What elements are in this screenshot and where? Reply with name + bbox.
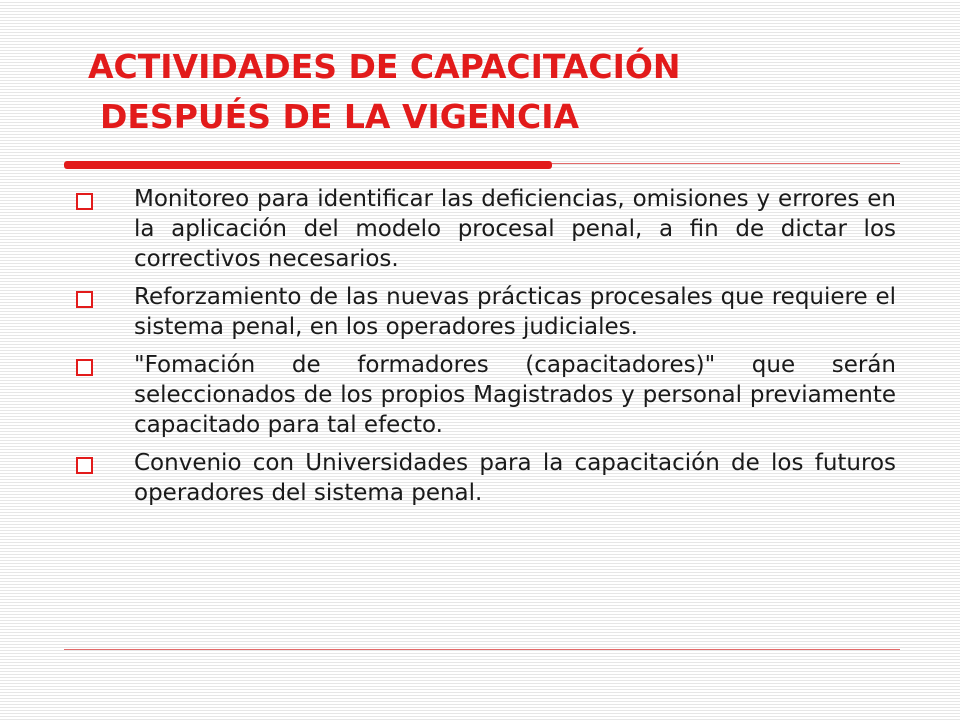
hollow-square-icon <box>76 457 93 474</box>
title-underline-thin <box>552 163 900 164</box>
slide-title <box>88 42 908 142</box>
bullet-item <box>70 282 896 342</box>
title-underline-thick <box>64 161 552 169</box>
bullet-item <box>70 350 896 440</box>
hollow-square-icon <box>76 291 93 308</box>
footer-divider <box>64 649 900 650</box>
slide-title-line-1: ACTIVIDADES DE CAPACITACIÓN <box>88 47 681 86</box>
bullet-list <box>70 184 896 516</box>
bullet-text: "Fomación de formadores (capacitadores)" que serán seleccionados de los propios Magistrados y personal previamente capacitado para tal efecto. <box>134 352 896 438</box>
bullet-item <box>70 448 896 508</box>
slide-title-line-2: DESPUÉS DE LA VIGENCIA <box>100 97 580 136</box>
bullet-text: Reforzamiento de las nuevas prácticas procesales que requiere el sistema penal, en los operadores judiciales. <box>134 284 896 340</box>
bullet-text: Monitoreo para identificar las deficiencias, omisiones y errores en la aplicación del modelo procesal penal, a fin de dictar los correctivos necesarios. <box>134 186 896 272</box>
hollow-square-icon <box>76 359 93 376</box>
hollow-square-icon <box>76 193 93 210</box>
bullet-text: Convenio con Universidades para la capacitación de los futuros operadores del sistema penal. <box>134 450 896 506</box>
bullet-item <box>70 184 896 274</box>
